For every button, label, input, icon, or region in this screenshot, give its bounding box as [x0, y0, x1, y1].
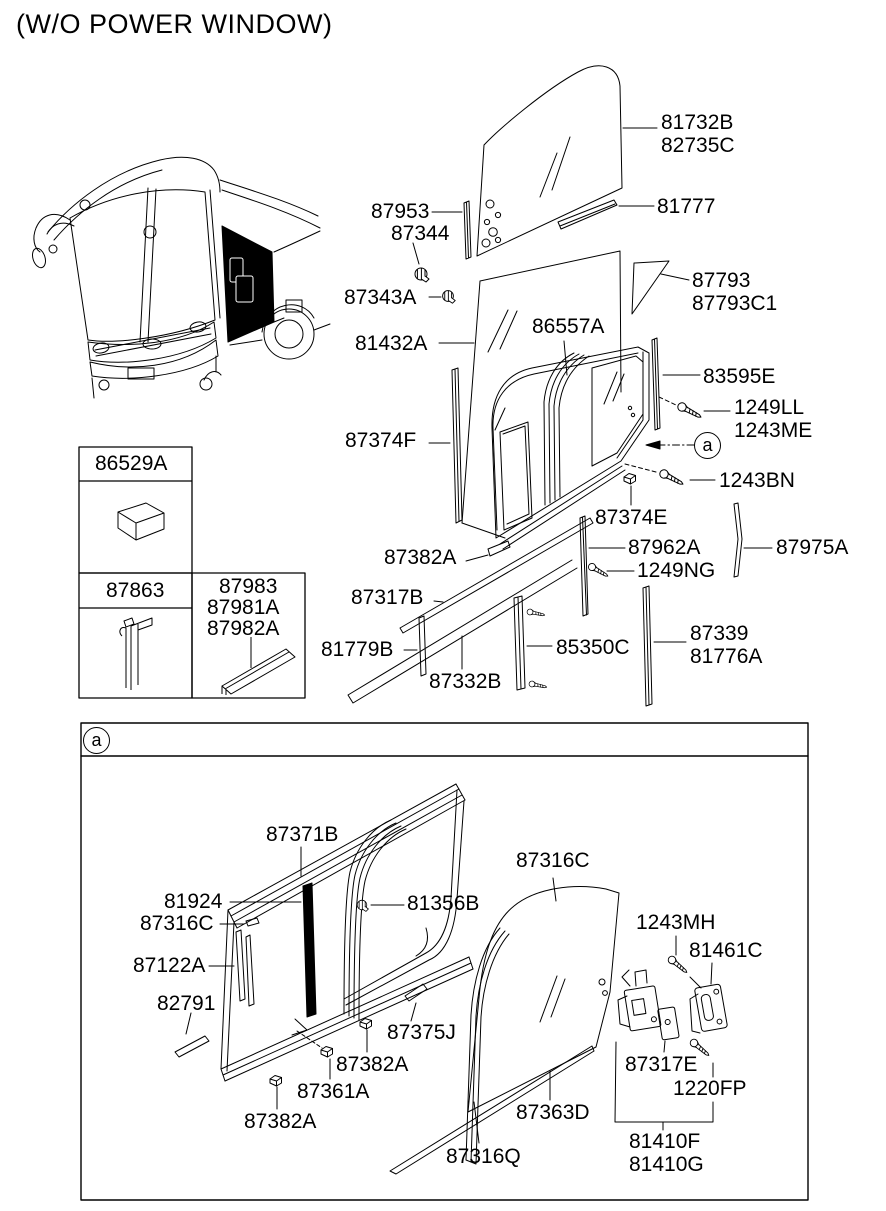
part-label-87374F: 87374F: [345, 429, 417, 452]
part-label-87122A: 87122A: [133, 954, 206, 977]
part-label-87375J: 87375J: [387, 1021, 456, 1044]
strips-87122A-art: [236, 930, 254, 1006]
part-label-81924: 81924: [164, 890, 223, 913]
block-86529A-art: [118, 503, 164, 540]
clip-87382A-upper-art: [488, 541, 510, 556]
detail-marker-upper: a: [694, 432, 721, 459]
part-label-87793C1: 87793C1: [692, 292, 778, 315]
grommet-87344-art: [415, 268, 429, 282]
clip-87382A-bottom-art: [270, 1076, 282, 1087]
part-label-85350C: 85350C: [556, 636, 630, 659]
part-label-1220FP: 1220FP: [673, 1077, 747, 1100]
bolt-85350C-bottom-art: [529, 681, 548, 690]
part-label-87382A-upper: 87382A: [384, 546, 457, 569]
striker-81461C-art: [694, 984, 727, 1032]
part-label-87316C-left: 87316C: [140, 912, 214, 935]
part-label-87317E: 87317E: [625, 1053, 698, 1076]
inset-box3-line2: 87981A: [207, 596, 280, 619]
part-label-87793: 87793: [692, 269, 751, 292]
part-label-82791: 82791: [157, 992, 216, 1015]
part-label-81356B: 81356B: [407, 892, 480, 915]
grommet-87343A-art: [443, 291, 456, 304]
part-label-81461C: 81461C: [689, 939, 763, 962]
part-label-81776A: 81776A: [690, 645, 763, 668]
weatherstrip-87863-art: [120, 618, 152, 690]
clip-87382A-mid-art: [360, 1019, 372, 1030]
part-label-87361A: 87361A: [297, 1080, 370, 1103]
door-glass-87316C-art: [468, 887, 619, 1112]
inset-box3-line1: 87983: [219, 575, 278, 598]
part-label-81432A: 81432A: [355, 332, 428, 355]
part-label-83595E: 83595E: [703, 365, 776, 388]
inset-box3-line3: 87982A: [207, 617, 280, 640]
part-label-87363D: 87363D: [516, 1101, 590, 1124]
screw-1249LL-art: [676, 401, 703, 420]
bus-illustration: [30, 157, 330, 398]
part-label-87343A: 87343A: [344, 286, 417, 309]
rail-87982A-art: [222, 649, 295, 695]
page-title: (W/O POWER WINDOW): [16, 9, 333, 39]
part-label-81732B: 81732B: [661, 111, 734, 134]
part-label-87332B: 87332B: [429, 670, 502, 693]
part-label-81777: 81777: [657, 195, 716, 218]
detail-marker-box: a: [83, 727, 110, 754]
triangle-87793-art: [632, 261, 669, 314]
inset-box2-title: 87863: [106, 579, 165, 602]
part-label-87317B: 87317B: [351, 586, 424, 609]
part-label-86557A: 86557A: [532, 315, 605, 338]
part-label-1249NG: 1249NG: [637, 559, 716, 582]
strip-83595E-art: [652, 338, 660, 430]
screw-1243BN-art: [658, 468, 685, 487]
channel-81924-art: [303, 883, 316, 1017]
part-label-87382A-mid: 87382A: [336, 1053, 409, 1076]
part-label-1249LL: 1249LL: [734, 396, 805, 419]
strip-87374F-art: [452, 368, 462, 523]
bolt-85350C-top-art: [527, 609, 546, 618]
part-label-1243ME: 1243ME: [734, 419, 813, 442]
inset-box1-title: 86529A: [95, 452, 168, 475]
part-label-1243MH: 1243MH: [636, 911, 716, 934]
part-label-87316Q: 87316Q: [446, 1145, 521, 1168]
part-label-81410F: 81410F: [629, 1130, 701, 1153]
screw-1243MH-art: [667, 955, 690, 976]
part-label-87371B: 87371B: [266, 823, 339, 846]
part-label-81779B: 81779B: [321, 638, 394, 661]
part-label-87975A: 87975A: [776, 536, 849, 559]
part-label-1243BN: 1243BN: [719, 469, 795, 492]
clip-87374E-art: [624, 474, 636, 485]
part-label-87962A: 87962A: [628, 536, 701, 559]
part-label-81410G: 81410G: [629, 1153, 704, 1176]
inset-boxes-art: [79, 447, 305, 698]
part-label-82735C: 82735C: [661, 134, 735, 157]
door-glass-upper-art: [477, 66, 622, 256]
part-label-87339: 87339: [690, 622, 749, 645]
strip-87953-art: [464, 201, 471, 259]
clip-87361A-art: [321, 1047, 333, 1058]
clip-81356B-art: [357, 900, 368, 911]
part-label-87344: 87344: [391, 222, 450, 245]
part-label-87316C-right: 87316C: [516, 849, 590, 872]
main-glass-81432A-art: [462, 251, 621, 538]
part-label-87374E: 87374E: [595, 506, 668, 529]
bar-82791-art: [175, 1036, 209, 1057]
part-label-87382A-bottom: 87382A: [244, 1110, 317, 1133]
channel-87316Q-art: [466, 928, 509, 1164]
part-label-87953: 87953: [371, 200, 430, 223]
screw-1249NG-art: [587, 562, 609, 579]
